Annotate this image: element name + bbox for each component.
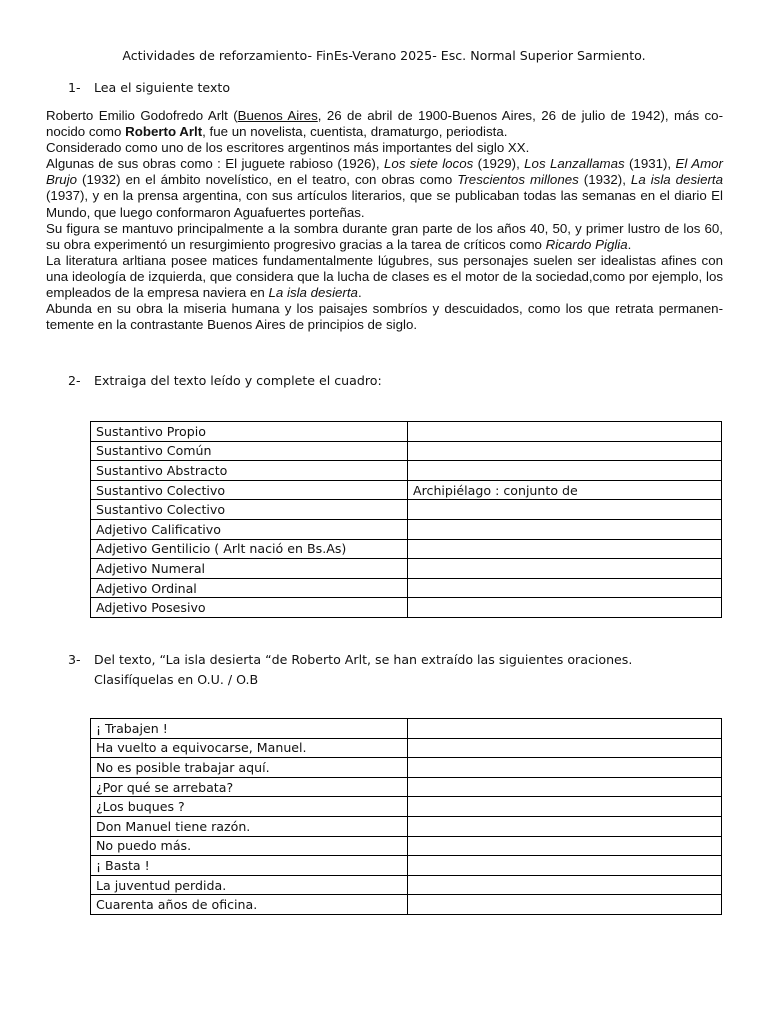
- question-1-text: Lea el siguiente texto: [94, 80, 231, 95]
- sentence-cell: ¡ Basta !: [91, 856, 408, 876]
- classification-cell[interactable]: [408, 895, 722, 915]
- category-cell: Adjetivo Ordinal: [91, 578, 408, 598]
- question-3: [68, 650, 714, 690]
- classification-cell[interactable]: [408, 719, 722, 739]
- sentence-classification-table: [90, 718, 722, 915]
- sentence-cell: ¿Los buques ?: [91, 797, 408, 817]
- work-title: Los Lanzallamas: [524, 156, 625, 172]
- table-row: [91, 461, 722, 481]
- sentence-cell: Cuarenta años de oficina.: [91, 895, 408, 915]
- table-row: [91, 519, 722, 539]
- question-2: [68, 371, 382, 391]
- passage-text: .: [357, 285, 362, 301]
- answer-cell[interactable]: [408, 578, 722, 598]
- question-1: [68, 78, 230, 98]
- word-classification-table: [90, 421, 722, 618]
- category-cell: Sustantivo Propio: [91, 422, 408, 442]
- passage-text: (1929),: [473, 156, 525, 172]
- table-row: [91, 719, 722, 739]
- passage-text: (1932),: [578, 172, 631, 188]
- sentence-cell: No es posible trabajar aquí.: [91, 758, 408, 778]
- classification-cell[interactable]: [408, 816, 722, 836]
- answer-cell[interactable]: [408, 559, 722, 579]
- passage-text: , fue un novelista, cuentista, dramaturgo, periodista.: [202, 124, 508, 140]
- table-row: [91, 738, 722, 758]
- category-cell: Adjetivo Gentilicio ( Arlt nació en Bs.As): [91, 539, 408, 559]
- sentence-cell: No puedo más.: [91, 836, 408, 856]
- critic-name: Ricardo Piglia: [545, 236, 628, 252]
- category-cell: Adjetivo Numeral: [91, 559, 408, 579]
- passage-paragraph-1: [46, 108, 723, 140]
- answer-cell[interactable]: [408, 519, 722, 539]
- classification-cell[interactable]: [408, 758, 722, 778]
- question-3-number: 3-: [68, 652, 81, 667]
- table-row: [91, 836, 722, 856]
- table-row: [91, 777, 722, 797]
- passage-text: Algunas de sus obras como : El juguete rabioso (1926),: [46, 156, 384, 172]
- passage-paragraph-6: Abunda en su obra la miseria humana y los paisajes sombríos y descuidados, como los que retrata permanen-temente en la contrastante Buenos Aires de principios de siglo.: [46, 301, 723, 333]
- table-row: [91, 797, 722, 817]
- answer-cell[interactable]: [408, 461, 722, 481]
- category-cell: Sustantivo Colectivo: [91, 480, 408, 500]
- buenos-aires-link[interactable]: Buenos Aires: [237, 108, 318, 123]
- question-2-number: 2-: [68, 373, 81, 388]
- question-3-text: Del texto, “La isla desierta “de Roberto Arlt, se han extraído las siguientes oraciones. Clasifíquelas en O.U. / O.B: [94, 652, 633, 687]
- passage-text: (1937), y en la prensa argentina, con sus artículos literarios, que se publicaban todas las semanas en el diario El Mundo, que luego conformaron Aguafuertes porteñas.: [46, 188, 723, 220]
- document-title: Actividades de reforzamiento- FinEs-Verano 2025- Esc. Normal Superior Sarmiento.: [122, 48, 646, 63]
- work-title: Trescientos millones: [457, 172, 579, 188]
- classification-cell[interactable]: [408, 856, 722, 876]
- passage-paragraph-2: Considerado como uno de los escritores argentinos más importantes del siglo XX.: [46, 140, 530, 156]
- table-row: [91, 895, 722, 915]
- category-cell: Sustantivo Colectivo: [91, 500, 408, 520]
- sentence-cell: ¡ Trabajen !: [91, 719, 408, 739]
- category-cell: Sustantivo Común: [91, 441, 408, 461]
- table-row: [91, 422, 722, 442]
- answer-cell[interactable]: [408, 539, 722, 559]
- table-row: [91, 598, 722, 618]
- classification-cell[interactable]: [408, 738, 722, 758]
- table-row: [91, 559, 722, 579]
- work-title: El Amor Brujo: [46, 156, 723, 188]
- passage-text: La literatura arltiana posee matices fundamentalmente lúgubres, sus personajes suelen ser idealistas afines con una ideología de izquierda, que considera que la lucha de clases es el motor de la sociedad,como por ejemplo, los empleados de la empresa naviera en: [46, 252, 723, 301]
- table-row: [91, 816, 722, 836]
- answer-cell[interactable]: Archipiélago : conjunto de: [408, 480, 722, 500]
- category-cell: Adjetivo Posesivo: [91, 598, 408, 618]
- sentence-cell: Ha vuelto a equivocarse, Manuel.: [91, 738, 408, 758]
- table-row: [91, 480, 722, 500]
- table-row: [91, 441, 722, 461]
- classification-cell[interactable]: [408, 836, 722, 856]
- table-row: [91, 758, 722, 778]
- passage-text: Roberto Emilio Godofredo Arlt (: [46, 108, 238, 123]
- answer-cell[interactable]: [408, 422, 722, 442]
- sentence-cell: Don Manuel tiene razón.: [91, 816, 408, 836]
- answer-cell[interactable]: [408, 598, 722, 618]
- passage-text: (1932) en el ámbito novelístico, en el teatro, con obras como: [77, 172, 458, 188]
- work-title: La isla desierta: [268, 285, 358, 301]
- table-row: [91, 578, 722, 598]
- passage-paragraph-4: [46, 221, 723, 253]
- category-cell: Sustantivo Abstracto: [91, 461, 408, 481]
- answer-cell[interactable]: [408, 500, 722, 520]
- passage-text: Su figura se mantuvo principalmente a la sombra durante gran parte de los años 40, 50, y primer lustro de los 60, su obra experimentó un resurgimiento progresivo gracias a la tarea de críticos como: [46, 220, 723, 252]
- category-cell: Adjetivo Calificativo: [91, 519, 408, 539]
- classification-cell[interactable]: [408, 875, 722, 895]
- classification-cell[interactable]: [408, 777, 722, 797]
- sentence-cell: ¿Por qué se arrebata?: [91, 777, 408, 797]
- reading-passage: [46, 108, 723, 333]
- sentence-cell: La juventud perdida.: [91, 875, 408, 895]
- author-name: Roberto Arlt: [125, 124, 203, 140]
- question-1-number: 1-: [68, 80, 81, 95]
- table-row: [91, 875, 722, 895]
- classification-cell[interactable]: [408, 797, 722, 817]
- passage-text: (1931),: [624, 156, 676, 172]
- passage-paragraph-5: [46, 253, 723, 301]
- work-title: La isla desierta: [630, 172, 723, 188]
- answer-cell[interactable]: [408, 441, 722, 461]
- table-row: [91, 500, 722, 520]
- table-row: [91, 856, 722, 876]
- table-row: [91, 539, 722, 559]
- work-title: Los siete locos: [383, 156, 474, 172]
- passage-text: .: [627, 236, 632, 252]
- question-2-text: Extraiga del texto leído y complete el cuadro:: [94, 373, 382, 388]
- passage-text: , 26 de abril de 1900-Buenos Aires, 26 de julio de 1942), más co-nocido como: [46, 108, 723, 140]
- passage-paragraph-3: [46, 156, 723, 220]
